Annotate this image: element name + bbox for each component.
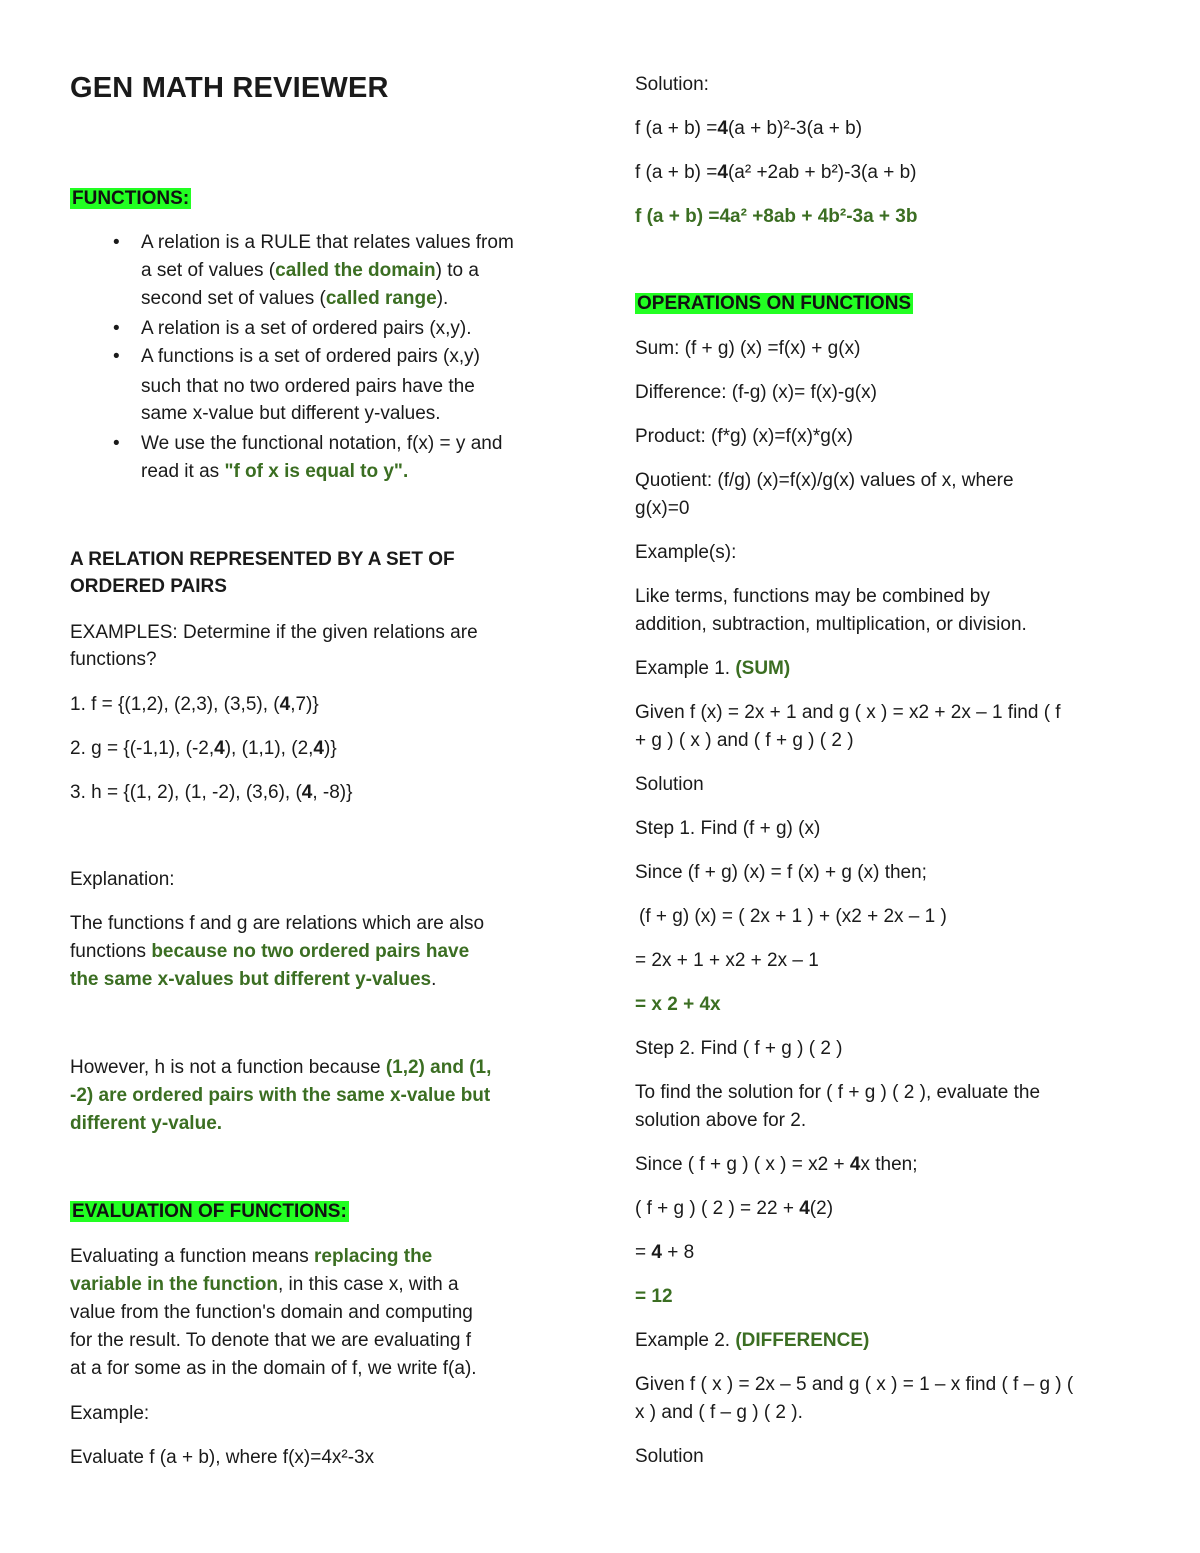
bullet-4-line-1: • We use the functional notation, f(x) = y and <box>113 433 503 454</box>
relation-heading-line-1: A RELATION REPRESENTED BY A SET OF <box>70 549 455 570</box>
solution-label: Solution: <box>635 74 709 95</box>
difference-definition: Difference: (f-g) (x)= f(x)-g(x) <box>635 382 877 403</box>
bullet-3-line-1: • A functions is a set of ordered pairs (x,y) <box>113 346 480 367</box>
calc-1: (f + g) (x) = ( 2x + 1 ) + (x2 + 2x – 1 ) <box>639 906 947 927</box>
like-terms-line-1: Like terms, functions may be combined by <box>635 586 990 607</box>
solution-step-2: f (a + b) =4(a² +2ab + b²)-3(a + b) <box>635 162 917 183</box>
bullet-4-line-2: read it as "f of x is equal to y". <box>141 461 409 482</box>
evaluation-line-5: at a for some as in the domain of f, we write f(a). <box>70 1358 477 1379</box>
to-find-line-2: solution above for 2. <box>635 1110 807 1131</box>
explanation-line-3: the same x-values but different y-values. <box>70 969 437 990</box>
evaluation-line-1: Evaluating a function means replacing the <box>70 1246 433 1267</box>
explanation-label: Explanation: <box>70 869 175 890</box>
given-2-line-1: Given f ( x ) = 2x – 5 and g ( x ) = 1 – x find ( f – g ) ( <box>635 1374 1074 1395</box>
bullet-2: • A relation is a set of ordered pairs (x,y). <box>113 318 472 339</box>
however-line-2: -2) are ordered pairs with the same x-value but <box>70 1085 491 1106</box>
bullet-1-line-3: second set of values (called range). <box>141 288 449 309</box>
evaluation-line-2: variable in the function, in this case x, with a <box>70 1274 459 1295</box>
bullet-1-line-1: • A relation is a RULE that relates values from <box>113 232 514 253</box>
calc-6: = 12 <box>635 1286 673 1307</box>
examples-line-1: EXAMPLES: Determine if the given relations are <box>70 622 478 643</box>
sum-definition: Sum: (f + g) (x) =f(x) + g(x) <box>635 338 861 359</box>
explanation-line-1: The functions f and g are relations which are also <box>70 913 485 934</box>
calc-2: = 2x + 1 + x2 + 2x – 1 <box>635 950 819 971</box>
however-line-1: However, h is not a function because (1,2) and (1, <box>70 1057 492 1078</box>
example-line: Evaluate f (a + b), where f(x)=4x²-3x <box>70 1447 375 1468</box>
relation-heading-line-2: ORDERED PAIRS <box>70 576 227 597</box>
since-2: Since ( f + g ) ( x ) = x2 + 4x then; <box>635 1154 918 1175</box>
bullet-3-line-3: same x-value but different y-values. <box>141 403 441 424</box>
examples-label: Example(s): <box>635 542 737 563</box>
step-1: Step 1. Find (f + g) (x) <box>635 818 821 839</box>
explanation-line-2: functions because no two ordered pairs have <box>70 941 470 962</box>
quotient-line-2: g(x)=0 <box>635 498 690 519</box>
relation-item-3: 3. h = {(1, 2), (1, -2), (3,6), (4, -8)} <box>70 782 353 803</box>
to-find-line-1: To find the solution for ( f + g ) ( 2 ), evaluate the <box>635 1082 1041 1103</box>
quotient-line-1: Quotient: (f/g) (x)=f(x)/g(x) values of x, where <box>635 470 1014 491</box>
relation-item-2: 2. g = {(-1,1), (-2,4), (1,1), (2,4)} <box>70 738 337 759</box>
calc-3: = x 2 + 4x <box>635 994 721 1015</box>
relation-item-1: 1. f = {(1,2), (2,3), (3,5), (4,7)} <box>70 694 319 715</box>
example-2-heading: Example 2. (DIFFERENCE) <box>635 1330 870 1351</box>
functions-heading: FUNCTIONS: <box>72 188 190 209</box>
given-1-line-1: Given f (x) = 2x + 1 and g ( x ) = x2 + 2x – 1 find ( f <box>635 702 1061 723</box>
given-2-line-2: x ) and ( f – g ) ( 2 ). <box>635 1402 803 1423</box>
example-1-heading: Example 1. (SUM) <box>635 658 791 679</box>
however-line-3: different y-value. <box>70 1113 223 1134</box>
like-terms-line-2: addition, subtraction, multiplication, or division. <box>635 614 1027 635</box>
solution-2-label: Solution <box>635 1446 704 1467</box>
step-2: Step 2. Find ( f + g ) ( 2 ) <box>635 1038 843 1059</box>
page-title: GEN MATH REVIEWER <box>70 72 389 104</box>
calc-4: ( f + g ) ( 2 ) = 22 + 4(2) <box>635 1198 834 1219</box>
solution-1-label: Solution <box>635 774 704 795</box>
evaluation-heading: EVALUATION OF FUNCTIONS: <box>72 1201 347 1222</box>
examples-line-2: functions? <box>70 649 157 670</box>
evaluation-line-4: for the result. To denote that we are evaluating f <box>70 1330 472 1351</box>
example-label: Example: <box>70 1403 150 1424</box>
given-1-line-2: + g ) ( x ) and ( f + g ) ( 2 ) <box>635 730 854 751</box>
bullet-3-line-2: such that no two ordered pairs have the <box>141 376 475 397</box>
bullet-1-line-2: a set of values (called the domain) to a <box>141 260 479 281</box>
solution-step-1: f (a + b) =4(a + b)²-3(a + b) <box>635 118 863 139</box>
since-1: Since (f + g) (x) = f (x) + g (x) then; <box>635 862 927 883</box>
evaluation-line-3: value from the function's domain and computing <box>70 1302 473 1323</box>
operations-heading: OPERATIONS ON FUNCTIONS <box>637 293 912 314</box>
solution-result: f (a + b) =4a² +8ab + 4b²-3a + 3b <box>635 206 918 227</box>
calc-5: = 4 + 8 <box>635 1242 695 1263</box>
product-definition: Product: (f*g) (x)=f(x)*g(x) <box>635 426 854 447</box>
